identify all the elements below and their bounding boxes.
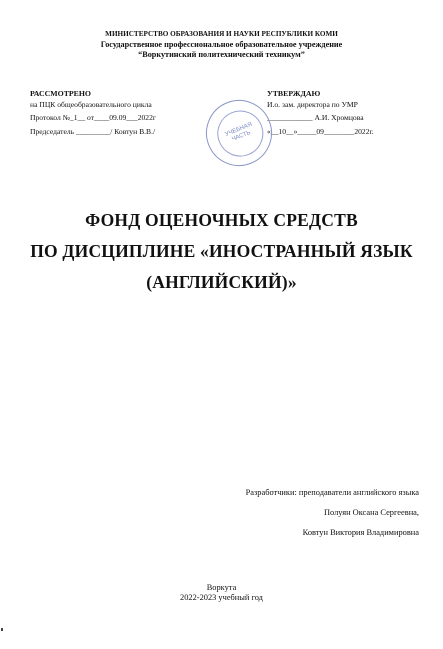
reviewed-committee: на ПЦК общеобразовательного цикла — [30, 100, 152, 109]
developer-name-2: Ковтун Виктория Владимировна — [302, 528, 419, 537]
footer-city: Воркута — [206, 583, 237, 592]
developers-label: Разработчики: преподаватели английского языка — [245, 488, 419, 497]
document-title-line3: (АНГЛИЙСКИЙ)» — [146, 272, 297, 292]
approved-position: И.о. зам. директора по УМР — [267, 100, 358, 109]
reviewed-protocol: Протокол №_1__ от____09.09___2022г — [30, 113, 156, 122]
reviewed-chair: Председатель _________/ Ковтун В.В./ — [30, 127, 156, 136]
developer-name-1: Полуян Оксана Сергеевна, — [323, 508, 419, 517]
seal-stamp-text: УЧЕБНАЯ ЧАСТЬ — [210, 104, 270, 164]
approved-signatory: ____________ А.И. Хромцова — [267, 113, 364, 122]
scan-artifact — [1, 628, 3, 631]
approved-title: УТВЕРЖДАЮ — [267, 89, 321, 98]
institution-type: Государственное профессиональное образовательное учреждение — [100, 40, 343, 49]
document-title-line1: ФОНД ОЦЕНОЧНЫХ СРЕДСТВ — [85, 210, 358, 230]
ministry-name: МИНИСТЕРСТВО ОБРАЗОВАНИЯ И НАУКИ РЕСПУБЛИКИ КОМИ — [105, 30, 338, 38]
footer-academic-year: 2022-2023 учебный год — [180, 593, 263, 602]
approved-date: «__10__»_____09________2022г. — [267, 127, 374, 136]
document-title-line2: ПО ДИСЦИПЛИНЕ «ИНОСТРАННЫЙ ЯЗЫК — [30, 241, 413, 261]
reviewed-title: РАССМОТРЕНО — [30, 89, 91, 98]
institution-name: “Воркутинский политехнический техникум” — [138, 50, 305, 59]
